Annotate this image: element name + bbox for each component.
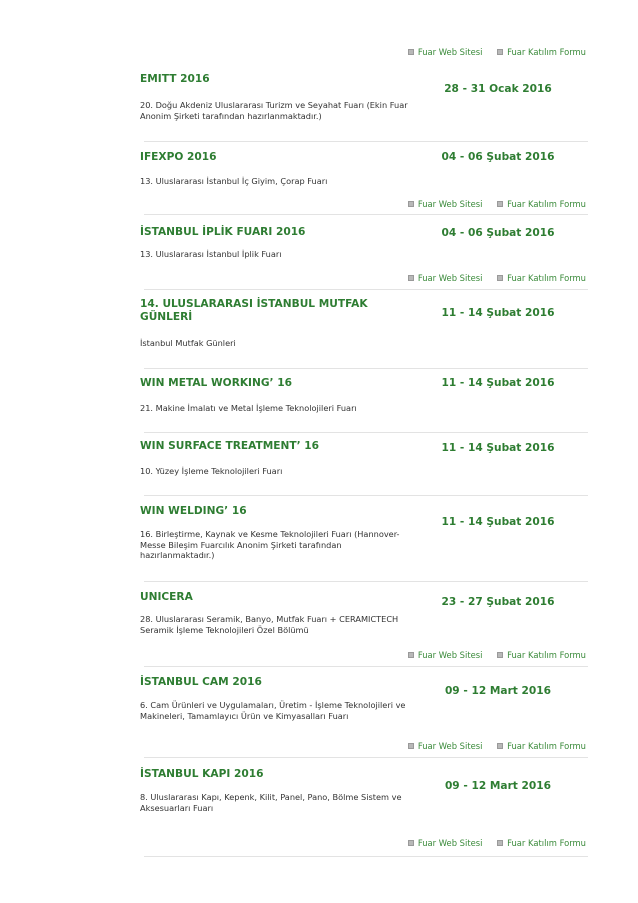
fair-title: WIN SURFACE TREATMENT’ 16: [140, 440, 320, 452]
fair-title: IFEXPO 2016: [140, 151, 217, 163]
fair-links: [396, 199, 586, 209]
fair-form-link[interactable]: Fuar Katılım Formu: [497, 650, 586, 660]
fair-links: [396, 47, 586, 57]
fair-title: İSTANBUL CAM 2016: [140, 676, 262, 688]
fair-description: 21. Makine İmalatı ve Metal İşleme Teknolojileri Fuarı: [140, 403, 357, 413]
fair-date: 23 - 27 Şubat 2016: [441, 596, 555, 608]
fair-links: [396, 741, 586, 751]
square-bullet-icon: [408, 49, 414, 55]
divider: [144, 214, 588, 215]
fair-website-link[interactable]: Fuar Web Sitesi: [408, 199, 483, 209]
divider: [144, 495, 588, 496]
fair-description: 10. Yüzey İşleme Teknolojileri Fuarı: [140, 466, 283, 476]
fair-description: 8. Uluslararası Kapı, Kepenk, Kilit, Panel, Pano, Bölme Sistem ve Aksesuarları Fuarı: [140, 792, 402, 813]
fair-title: EMITT 2016: [140, 73, 210, 85]
fair-description: 16. Birleştirme, Kaynak ve Kesme Teknolojileri Fuarı (Hannover-Messe Bileşim Fuarcılık Anonim Şirketi tarafından hazırlanmaktadır.): [140, 529, 400, 560]
square-bullet-icon: [408, 275, 414, 281]
square-bullet-icon: [408, 743, 414, 749]
fair-form-link[interactable]: Fuar Katılım Formu: [497, 199, 586, 209]
square-bullet-icon: [497, 275, 503, 281]
square-bullet-icon: [497, 743, 503, 749]
square-bullet-icon: [408, 652, 414, 658]
divider: [144, 581, 588, 582]
fair-website-link[interactable]: Fuar Web Sitesi: [408, 650, 483, 660]
fair-title: WIN METAL WORKING’ 16: [140, 377, 293, 389]
square-bullet-icon: [408, 201, 414, 207]
divider: [144, 141, 588, 142]
fair-title: İSTANBUL KAPI 2016: [140, 768, 264, 780]
square-bullet-icon: [408, 840, 414, 846]
fair-date: 28 - 31 Ocak 2016: [444, 83, 552, 95]
fair-date: 09 - 12 Mart 2016: [444, 685, 552, 697]
fair-date: 09 - 12 Mart 2016: [444, 780, 552, 792]
fair-links: [396, 650, 586, 660]
fair-form-link[interactable]: Fuar Katılım Formu: [497, 838, 586, 848]
fair-form-link[interactable]: Fuar Katılım Formu: [497, 47, 586, 57]
fair-description: İstanbul Mutfak Günleri: [140, 338, 236, 348]
fair-title: 14. ULUSLARARASI İSTANBUL MUTFAK GÜNLERİ: [140, 298, 368, 323]
fair-title: WIN WELDING’ 16: [140, 505, 247, 517]
divider: [144, 757, 588, 758]
fair-links: [396, 838, 586, 848]
divider: [144, 432, 588, 433]
divider: [144, 368, 588, 369]
fair-form-link[interactable]: Fuar Katılım Formu: [497, 741, 586, 751]
square-bullet-icon: [497, 49, 503, 55]
fair-date: 04 - 06 Şubat 2016: [441, 151, 555, 163]
fair-website-link[interactable]: Fuar Web Sitesi: [408, 47, 483, 57]
divider: [144, 666, 588, 667]
fair-description: 13. Uluslararası İstanbul İplik Fuarı: [140, 249, 282, 259]
fair-description: 28. Uluslararası Seramik, Banyo, Mutfak Fuarı + CERAMICTECH Seramik İşleme Teknolojileri Özel Bölümü: [140, 614, 399, 635]
fair-date: 11 - 14 Şubat 2016: [441, 377, 555, 389]
fair-date: 04 - 06 Şubat 2016: [441, 227, 555, 239]
fair-website-link[interactable]: Fuar Web Sitesi: [408, 741, 483, 751]
square-bullet-icon: [497, 840, 503, 846]
fair-list: [140, 0, 588, 903]
fair-website-link[interactable]: Fuar Web Sitesi: [408, 273, 483, 283]
fair-form-link[interactable]: Fuar Katılım Formu: [497, 273, 586, 283]
fair-description: 6. Cam Ürünleri ve Uygulamaları, Üretim - İşleme Teknolojileri ve Makineleri, Tamamlayıcı Ürün ve Kimyasalları Fuarı: [140, 700, 406, 721]
fair-title: UNICERA: [140, 591, 193, 603]
square-bullet-icon: [497, 201, 503, 207]
divider: [144, 856, 588, 857]
fair-title: İSTANBUL İPLİK FUARI 2016: [140, 226, 306, 238]
fair-date: 11 - 14 Şubat 2016: [441, 307, 555, 319]
fair-website-link[interactable]: Fuar Web Sitesi: [408, 838, 483, 848]
fair-date: 11 - 14 Şubat 2016: [441, 442, 555, 454]
fair-links: [396, 273, 586, 283]
fair-date: 11 - 14 Şubat 2016: [441, 516, 555, 528]
square-bullet-icon: [497, 652, 503, 658]
fair-description: 13. Uluslararası İstanbul İç Giyim, Çorap Fuarı: [140, 176, 328, 186]
fair-description: 20. Doğu Akdeniz Uluslararası Turizm ve Seyahat Fuarı (Ekin Fuar Anonim Şirketi tarafından hazırlanmaktadır.): [140, 100, 408, 121]
divider: [144, 289, 588, 290]
